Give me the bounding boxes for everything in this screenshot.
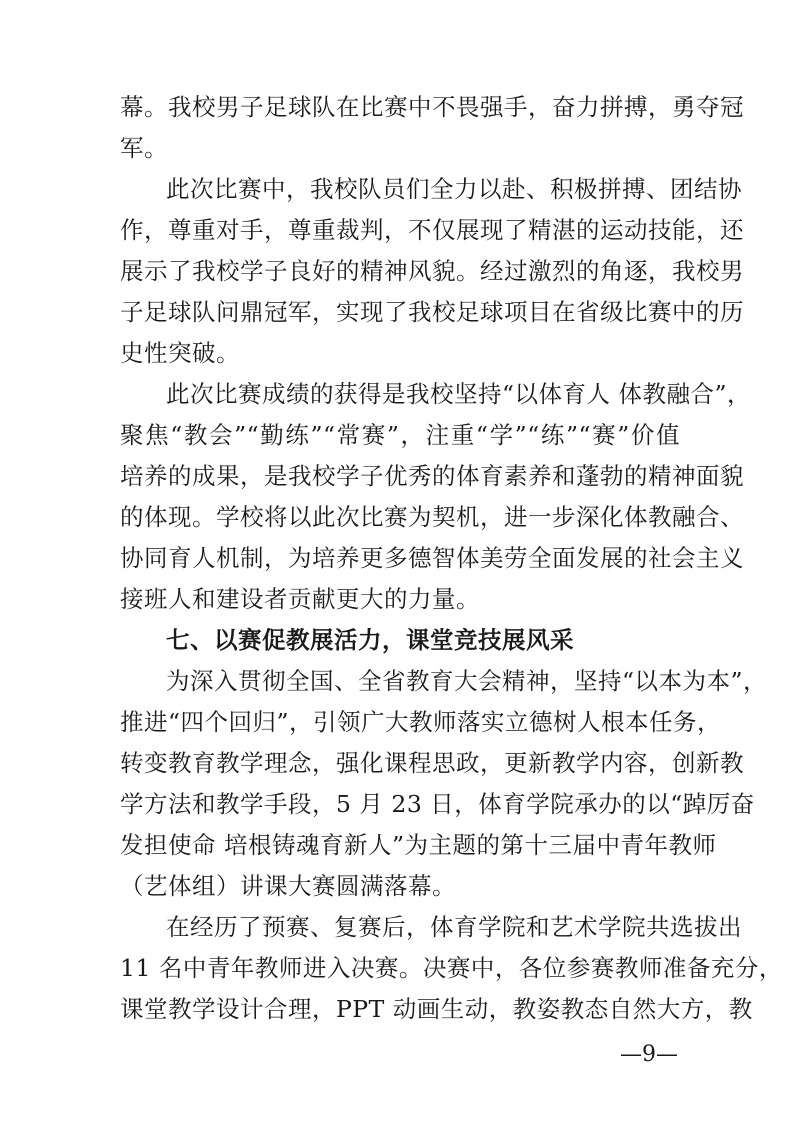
text-line-7: 史性突破。 — [120, 339, 240, 367]
text-line-4: 作，尊重对手，尊重裁判，不仅展现了精湛的运动技能，还 — [120, 216, 744, 244]
text-line-11: 的体现。学校将以此次比赛为契机，进一步深化体教融合、 — [120, 503, 744, 531]
text-line-22: 11 名中青年教师进入决赛。决赛中，各位参赛教师准备充分， — [120, 954, 783, 982]
text-line-15: 为深入贯彻全国、全省教育大会精神，坚持“以本为本”， — [166, 667, 768, 695]
text-line-19: 发担使命 培根铸魂育新人”为主题的第十三届中青年教师 — [120, 831, 717, 859]
text-line-1: 幕。我校男子足球队在比赛中不畏强手，奋力拼搏，勇夺冠 — [120, 93, 744, 121]
text-line-9: 聚焦“教会”“勤练”“常赛”，注重“学”“练”“赛”价值 — [120, 421, 680, 449]
text-line-20: （艺体组）讲课大赛圆满落幕。 — [120, 872, 456, 900]
page-number: —9— — [620, 1042, 678, 1067]
text-line-5: 展示了我校学子良好的精神风貌。经过激烈的角逐，我校男 — [120, 257, 744, 285]
text-line-13: 接班人和建设者贡献更大的力量。 — [120, 585, 480, 613]
text-line-17: 转变教育教学理念，强化课程思政，更新教学内容，创新教 — [120, 749, 744, 777]
text-line-8: 此次比赛成绩的获得是我校坚持“以体育人 体教融合”， — [166, 380, 751, 408]
text-line-2: 军。 — [120, 134, 168, 162]
text-line-12: 协同育人机制，为培养更多德智体美劳全面发展的社会主义 — [120, 544, 744, 572]
text-line-3: 此次比赛中，我校队员们全力以赴、积极拼搏、团结协 — [166, 175, 742, 203]
text-line-18: 学方法和教学手段，5 月 23 日，体育学院承办的以“踔厉奋 — [120, 790, 755, 818]
text-line-10: 培养的成果，是我校学子优秀的体育素养和蓬勃的精神面貌 — [120, 462, 744, 490]
text-line-6: 子足球队问鼎冠军，实现了我校足球项目在省级比赛中的历 — [120, 298, 744, 326]
section-heading: 七、以赛促教展活力，课堂竞技展风采 — [166, 626, 574, 654]
text-line-16: 推进“四个回归”，引领广大教师落实立德树人根本任务， — [120, 708, 722, 736]
text-line-21: 在经历了预赛、复赛后，体育学院和艺术学院共选拔出 — [166, 913, 742, 941]
text-line-23: 课堂教学设计合理，PPT 动画生动，教姿教态自然大方，教 — [120, 995, 753, 1023]
